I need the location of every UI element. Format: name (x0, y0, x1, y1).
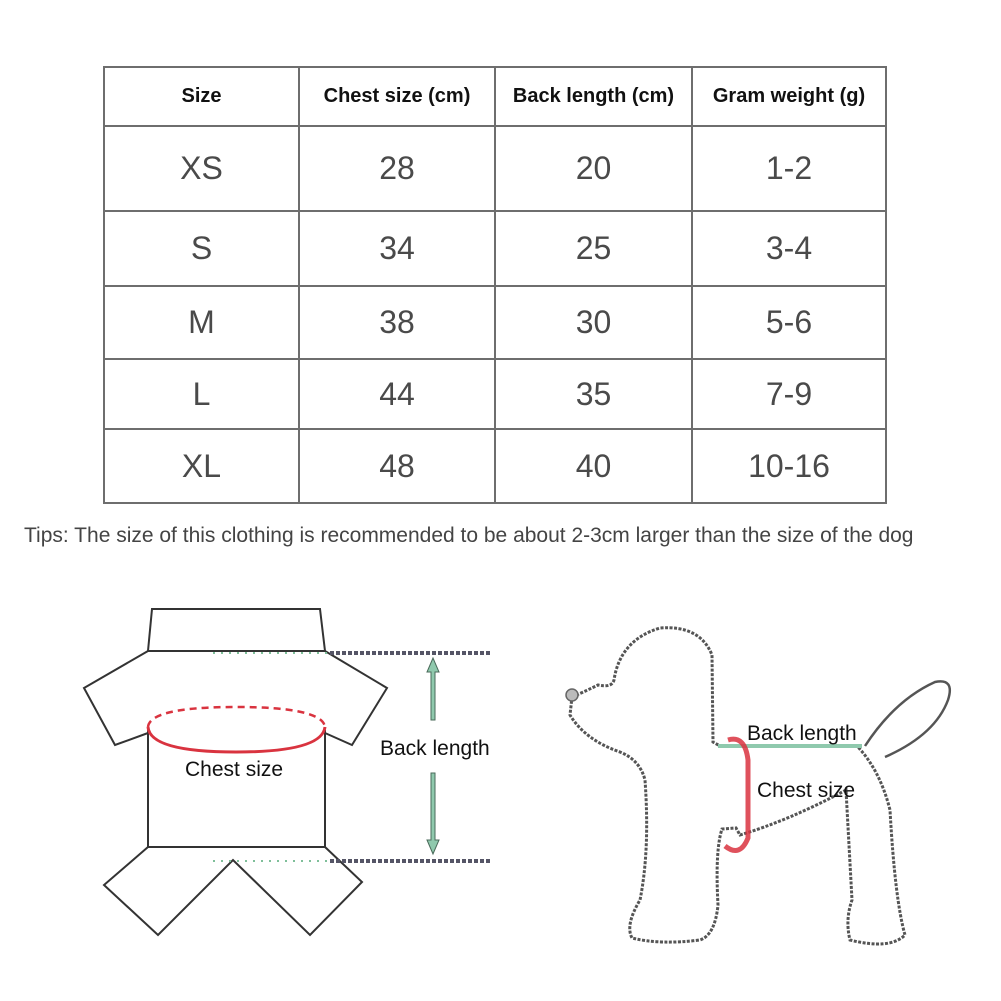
table-row (104, 429, 886, 503)
cell-weight: 10-16 (692, 429, 886, 503)
cell-weight: 1-2 (692, 126, 886, 211)
dog-back-label: Back length (747, 722, 857, 745)
cell-back: 20 (495, 126, 692, 211)
dog-nose-icon (566, 689, 578, 701)
cell-back: 30 (495, 286, 692, 359)
cell-size: XL (104, 429, 299, 503)
cell-size: L (104, 359, 299, 429)
cell-weight: 3-4 (692, 211, 886, 286)
cell-chest: 48 (299, 429, 495, 503)
garment-chest-label: Chest size (185, 758, 284, 781)
cell-size: M (104, 286, 299, 359)
table-row (104, 126, 886, 211)
table-header-row (104, 67, 886, 126)
table-row (104, 286, 886, 359)
cell-chest: 44 (299, 359, 495, 429)
cell-chest: 34 (299, 211, 495, 286)
cell-weight: 5-6 (692, 286, 886, 359)
sizing-tips: Tips: The size of this clothing is recommended to be about 2-3cm larger than the size of the dog (24, 524, 914, 547)
cell-back: 35 (495, 359, 692, 429)
header-chest: Chest size (cm) (299, 67, 495, 126)
header-size: Size (104, 67, 299, 126)
cell-size: S (104, 211, 299, 286)
cell-size: XS (104, 126, 299, 211)
dog-diagram (540, 610, 980, 970)
dog-chest-label: Chest size (757, 779, 856, 802)
table-row (104, 211, 886, 286)
garment-back-label: Back length (380, 737, 490, 760)
table-row (104, 359, 886, 429)
cell-chest: 38 (299, 286, 495, 359)
header-back: Back length (cm) (495, 67, 692, 126)
cell-weight: 7-9 (692, 359, 886, 429)
size-chart-table (103, 66, 887, 504)
cell-chest: 28 (299, 126, 495, 211)
header-weight: Gram weight (g) (692, 67, 886, 126)
cell-back: 40 (495, 429, 692, 503)
garment-diagram (0, 590, 520, 990)
cell-back: 25 (495, 211, 692, 286)
